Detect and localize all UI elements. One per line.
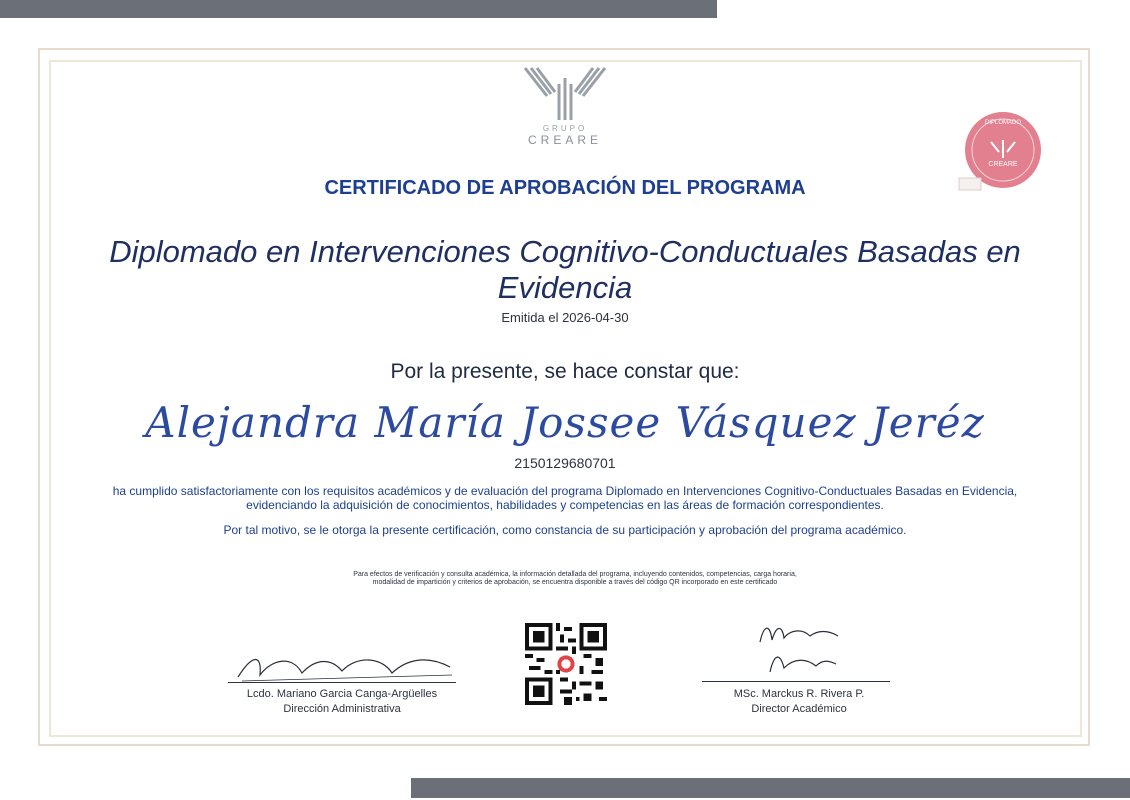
intro-statement: Por la presente, se hace constar que:	[390, 360, 740, 383]
bottom-decorative-bar	[411, 778, 1130, 798]
right-handwritten-signature	[750, 618, 860, 680]
right-signature-line	[702, 681, 890, 682]
motive-text: Por tal motivo, se le otorga la presente certificación, como constancia de su participación y aprobación del programa académico.	[223, 523, 907, 537]
achievement-text: ha cumplido satisfactoriamente con los requisitos académicos y de evaluación del programa Diplomado en Intervenciones Cognitivo-Conductuales Basadas en Evidencia, evidenciando la adquisición de conocimientos, habilidades y competencias en las áreas de formación correspondientes.	[112, 484, 1018, 512]
svg-text:CREARE: CREARE	[988, 161, 1018, 168]
left-signer-name: Lcdo. Mariano Garcia Canga-Argüelles	[246, 688, 438, 700]
grupo-creare-logo	[510, 64, 620, 154]
right-signer-role: Director Académico	[751, 703, 847, 715]
recipient-name: Alejandra María Jossee Vásquez Jeréz	[145, 398, 985, 447]
verification-qr-code[interactable]	[525, 623, 607, 705]
program-name: Diplomado en Intervenciones Cognitivo-Conductuales Basadas en Evidencia	[109, 234, 1021, 305]
logo-text-big: CREARE	[527, 133, 602, 147]
left-signature-line	[228, 682, 456, 683]
certificate-title: CERTIFICADO DE APROBACIÓN DEL PROGRAMA	[324, 177, 806, 199]
verification-note: Para efectos de verificación y consulta académica, la información detallada del programa, incluyendo contenidos, competencias, carga horaria, modalidad de impartición y criterios de aprobación, se encuentra disponible a través del código QR incorporado en este certificado	[353, 571, 797, 586]
recipient-id-number: 2150129680701	[514, 455, 616, 471]
svg-text:DIPLOMADO: DIPLOMADO	[984, 120, 1022, 126]
left-signer-role: Dirección Administrativa	[283, 703, 401, 715]
issue-date: Emitida el 2026-04-30	[501, 310, 629, 325]
right-signer-name: MSc. Marckus R. Rivera P.	[733, 688, 865, 700]
top-decorative-bar	[0, 0, 717, 18]
left-handwritten-signature	[232, 645, 457, 685]
logo-text-small: GRUPO	[542, 124, 588, 133]
logo-mark-icon	[517, 64, 613, 124]
